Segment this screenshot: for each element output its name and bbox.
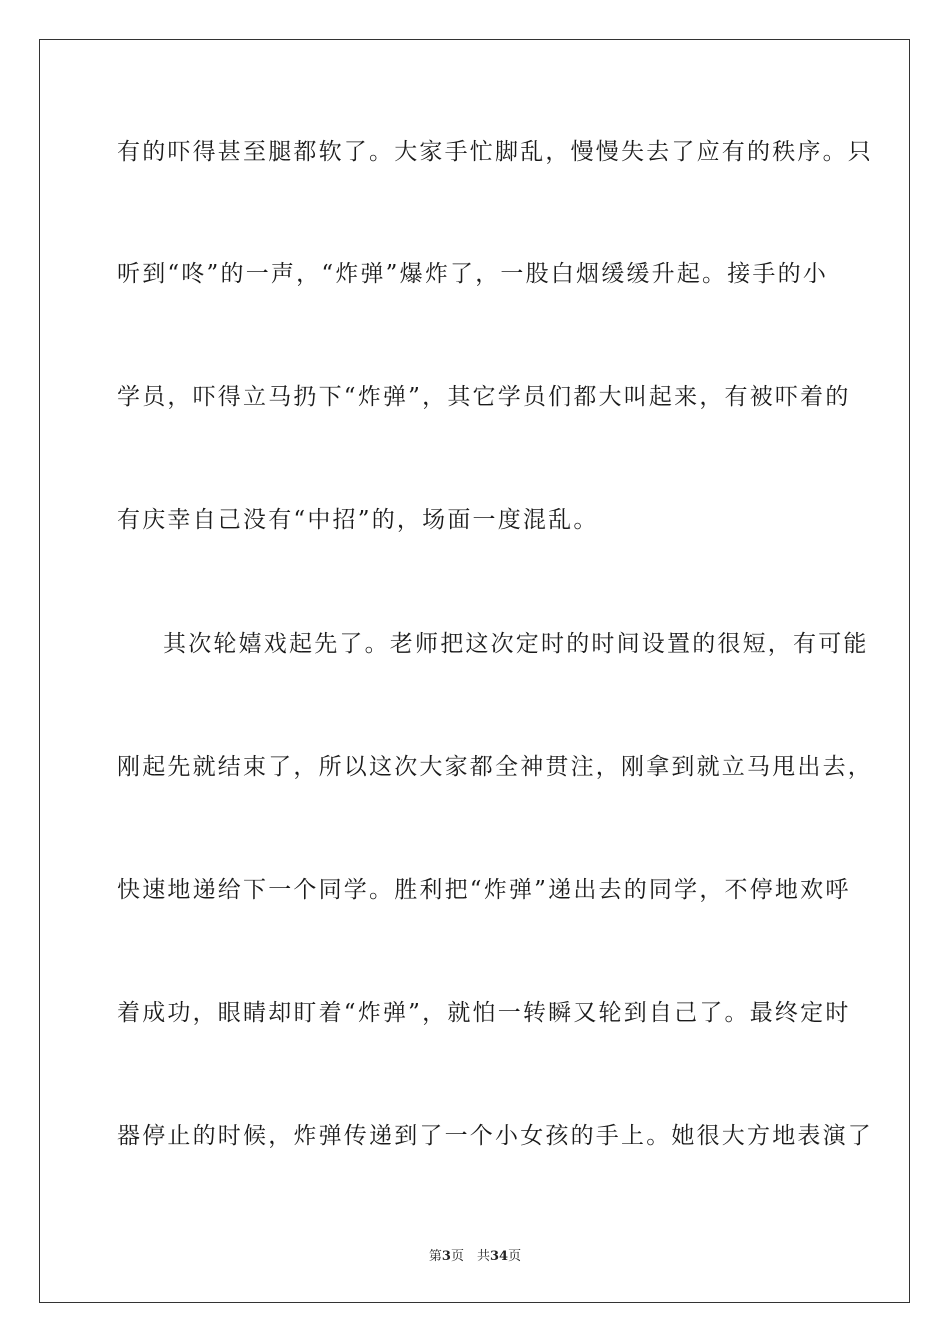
page-footer — [0, 1248, 950, 1266]
text-line: 有庆幸自己没有“中招”的，场面一度混乱。 — [117, 507, 599, 533]
text-line: 着成功，眼睛却盯着“炸弹”，就怕一转瞬又轮到自己了。最终定时 — [117, 1000, 851, 1026]
text-line: 快速地递给下一个同学。胜利把“炸弹”递出去的同学，不停地欢呼 — [117, 877, 851, 903]
text-line: 学员，吓得立马扔下“炸弹”，其它学员们都大叫起来，有被吓着的 — [117, 384, 851, 410]
text-line: 器停止的时候，炸弹传递到了一个小女孩的手上。她很大方地表演了 — [117, 1123, 873, 1149]
page-border — [39, 39, 910, 1303]
footer-suffix: 页 — [508, 1249, 522, 1264]
page-number: 3 — [441, 1249, 451, 1264]
total-pages: 34 — [489, 1249, 509, 1264]
text-line: 刚起先就结束了，所以这次大家都全神贯注，刚拿到就立马甩出去， — [117, 754, 873, 780]
paragraph-start-line: 其次轮嬉戏起先了。老师把这次定时的时间设置的很短，有可能 — [163, 631, 869, 657]
text-line: 听到“咚”的一声，“炸弹”爆炸了，一股白烟缓缓升起。接手的小 — [117, 261, 829, 287]
footer-prefix: 第 — [428, 1249, 442, 1264]
text-line: 有的吓得甚至腿都软了。大家手忙脚乱，慢慢失去了应有的秩序。只 — [117, 139, 873, 165]
footer-middle: 页 共 — [450, 1249, 490, 1264]
